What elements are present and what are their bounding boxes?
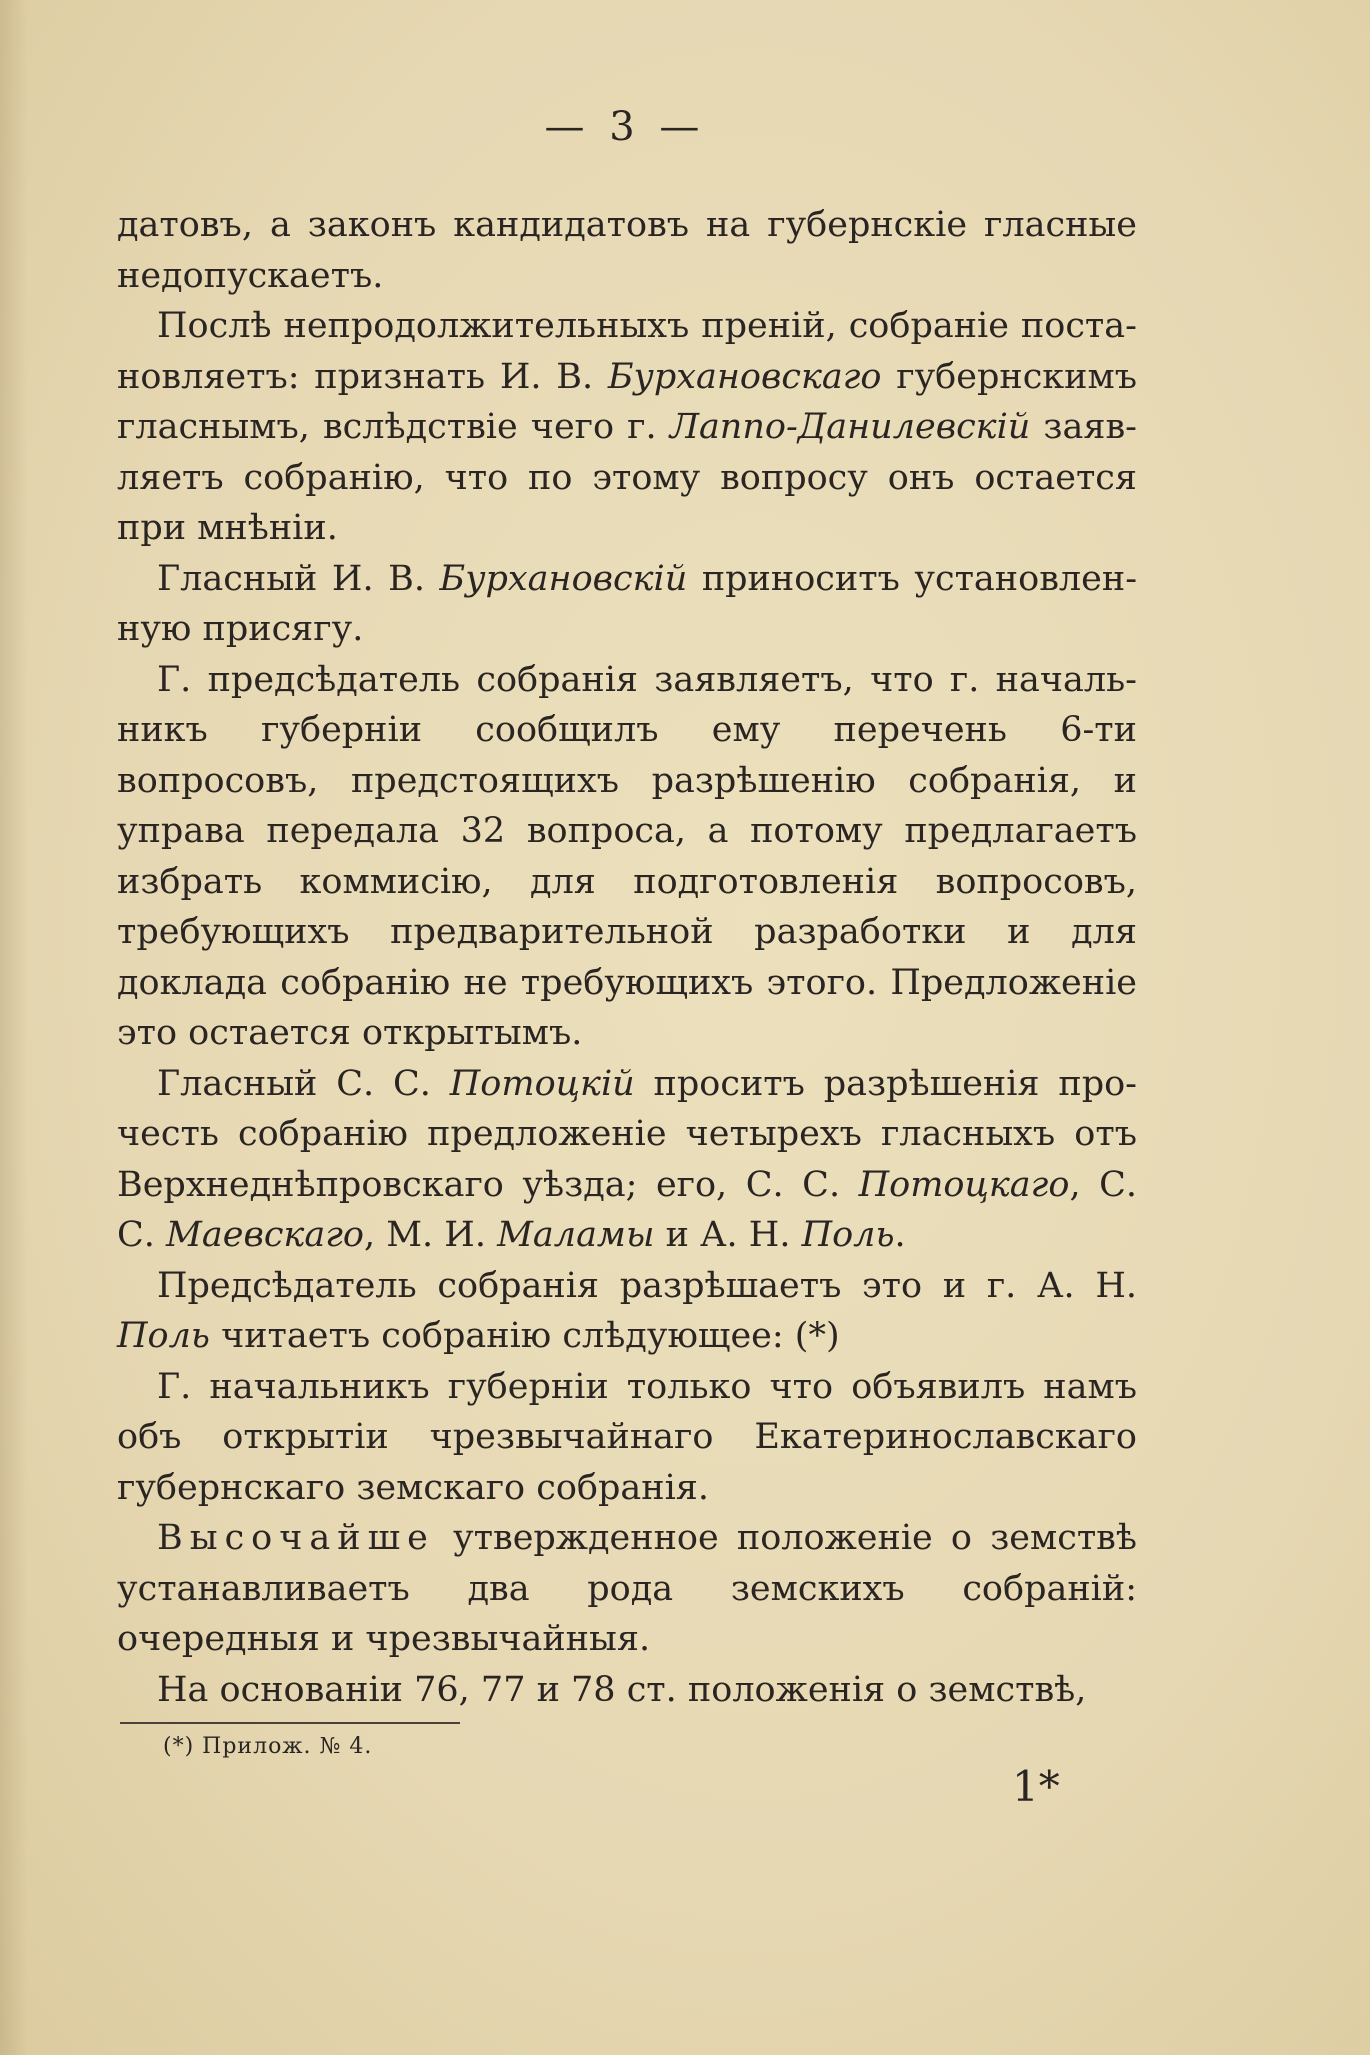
paragraph	[117, 1665, 1137, 1716]
body-text	[117, 200, 1137, 1715]
footnote: (*) Прилож. № 4.	[163, 1734, 373, 1759]
text-run: заявляетъ собранію, что по этому вопросу онъ остается при мнѣніи.	[117, 407, 1137, 548]
paragraph	[117, 1059, 1137, 1261]
text-run: приноситъ установленную присягу.	[117, 558, 1138, 649]
footnote-divider	[120, 1722, 460, 1724]
text-run: , М. И.	[363, 1215, 498, 1255]
italic-name: Лаппо-Данилевскій	[669, 407, 1031, 447]
italic-name: Поль	[801, 1215, 895, 1255]
text-run: Гласный С. С.	[157, 1063, 450, 1104]
paragraph	[117, 200, 1137, 301]
text-run: утвержденное положеніе о земствѣ устанавливаетъ два рода земскихъ собраній: очередныя и чрезвычайныя.	[117, 1518, 1137, 1659]
text-run: На основаніи 76, 77 и 78 ст. положенія о земствѣ,	[157, 1669, 1087, 1710]
text-run: Послѣ непродолжительныхъ преній, собраніе постановляетъ: признать И. В.	[117, 306, 1137, 397]
text-run: Г. предсѣдатель собранія заявляетъ, что г. начальникъ губерніи сообщилъ ему перечень 6-ти вопросовъ, предстоящихъ разрѣшенію собранія, и управа передала 32 вопроса, а потому предлагаетъ избрать коммисію, для подготовленія вопросовъ, требующихъ предварительной разработки и для доклада собранію не требующихъ этого. Предложеніе это остается открытымъ.	[117, 659, 1137, 1053]
italic-name: Маевскаго	[166, 1215, 364, 1255]
text-run: Гласный И. В.	[157, 558, 440, 599]
paragraph	[117, 1261, 1137, 1362]
text-run: .	[894, 1215, 906, 1255]
signature-mark: 1*	[1012, 1762, 1060, 1811]
paragraph	[117, 655, 1137, 1059]
spaced-word: Высочайше	[157, 1518, 435, 1558]
text-run: проситъ разрѣшенія прочесть собранію предложеніе четырехъ гласныхъ отъ Верхнеднѣпровскаго уѣзда; его, С. С.	[117, 1063, 1137, 1205]
text-run: губернскимъ гласнымъ, вслѣдствіе чего г.	[117, 356, 1137, 447]
text-run: Предсѣдатель собранія разрѣшаетъ это и г. А. Н.	[157, 1265, 1137, 1306]
italic-name: Бурхановскій	[439, 558, 688, 599]
page-number: — 3 —	[544, 104, 706, 150]
text-run: и А. Н.	[654, 1215, 802, 1255]
paragraph	[117, 301, 1137, 554]
text-run: Г. начальникъ губерніи только что объявилъ намъ объ открытіи чрезвычайнаго Екатеринославскаго губернскаго земскаго собранія.	[117, 1366, 1137, 1508]
paragraph	[117, 1362, 1137, 1514]
paragraph	[117, 554, 1137, 655]
italic-name: Потоцкаго	[858, 1164, 1070, 1205]
italic-name: Потоцкій	[449, 1063, 635, 1104]
italic-name: Маламы	[497, 1215, 655, 1255]
text-run: , С. С.	[117, 1164, 1138, 1255]
text-run: читаетъ собранію слѣдующее: (*)	[209, 1316, 840, 1356]
text-run: датовъ, а законъ кандидатовъ на губернскіе гласные недопускаетъ.	[117, 205, 1137, 296]
italic-name: Бурхановскаго	[607, 356, 882, 397]
paragraph	[117, 1513, 1137, 1665]
italic-name: Поль	[117, 1316, 210, 1356]
